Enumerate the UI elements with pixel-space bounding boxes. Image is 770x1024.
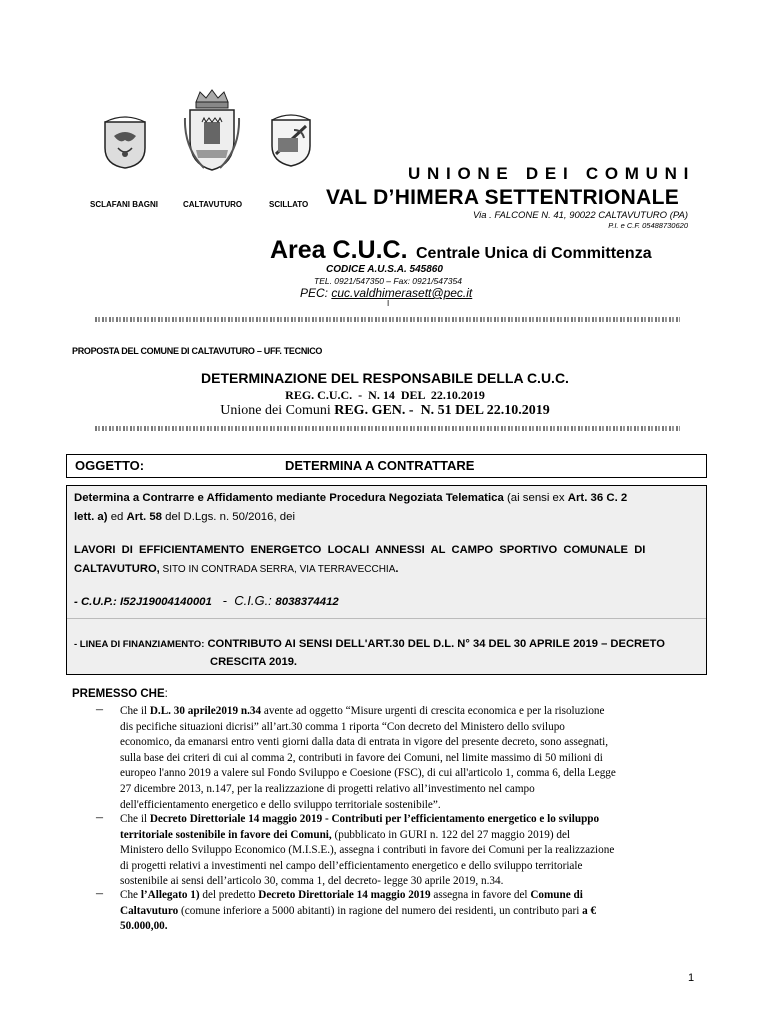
funding-line-1 [74, 638, 665, 650]
premise-bold-text: 50.000,00. [120, 920, 168, 933]
detail-line-2-rest: del D.Lgs. n. 50/2016, dei [162, 511, 295, 523]
premise-item-line [120, 751, 698, 767]
funding-label: - LINEA DI FINANZIAMENTO: [74, 639, 205, 650]
premise-text: Che [120, 889, 141, 901]
premise-item-line [120, 766, 698, 782]
works-line-1: LAVORI DI EFFICIENTAMENTO ENERGETCO LOCALI ANNESSI AL CAMPO SPORTIVO COMUNALE DI [74, 544, 646, 556]
union-name: VAL D’HIMERA SETTENTRIONALE [326, 186, 680, 209]
detail-procedure: Determina a Contrarre e Affidamento mediante Procedura Negoziata Telematica [74, 492, 504, 504]
premise-text: (pubblicato in GURI n. 122 del 27 maggio 2019) del [331, 828, 571, 841]
premise-text: sulla base dei criteri di cui al comma 2, contributi in favore dei Comuni, nel limite massimo di 50 milioni di [120, 751, 603, 764]
premise-bold-text: territoriale sostenibile in favore dei Comuni, [120, 828, 332, 841]
proposal-line: PROPOSTA DEL COMUNE DI CALTAVUTURO – UFF. TECNICO [72, 346, 323, 356]
premise-item-line [120, 919, 698, 935]
pec-extra: I [387, 299, 390, 308]
premise-text: avente ad oggetto “Misure urgenti di crescita economica e per la risoluzione [261, 705, 605, 717]
area-title: Area C.U.C. [270, 236, 408, 264]
detail-line-2-mid: ed [107, 511, 127, 523]
area-heading [270, 236, 652, 265]
premise-item-marker: – [96, 810, 103, 825]
municipality-label-caltavuturo: CALTAVUTURO [183, 200, 243, 209]
premise-text: 27 dicembre 2013, n.147, per la realizzazione di progetti relativo all’investimento nel campo [120, 783, 535, 795]
detail-separator [67, 618, 706, 619]
premise-bold-text: a € [582, 904, 597, 917]
pec-email-link[interactable]: cuc.valdhimerasett@pec.it [331, 286, 473, 300]
works-end: . [395, 563, 399, 575]
caltavuturo-crest-icon [182, 88, 242, 173]
premise-text: del predetto [199, 889, 259, 901]
premise-bold-text: Comune di [530, 889, 583, 901]
cig-code: 8038374412 [275, 596, 339, 608]
scillato-crest-icon [268, 108, 314, 168]
reg-gen: REG. GEN. - N. 51 DEL 22.10.2019 [334, 403, 550, 418]
premise-text: Ministero dello Sviluppo Economico (M.I.S.E.), assegna i contributi in favore dei Comuni per la realizzazione [120, 844, 615, 857]
premise-item-line [120, 798, 698, 814]
premise-text: sostenibile ai sensi dell’articolo 30, comma 1, del decreto- legge 30 aprile 2019, n.34. [120, 875, 504, 888]
premise-bold-text: l’Allegato 1) [140, 889, 200, 901]
funding-text: CONTRIBUTO AI SENSI DELL'ART.30 DEL D.L. N° 34 DEL 30 APRILE 2019 – DECRETO [204, 638, 665, 650]
premise-text: Che il [120, 813, 150, 825]
premise-bold-text: Decreto Direttoriale 14 maggio 2019 [258, 889, 431, 901]
ausa-code: CODICE A.U.S.A. 545860 [326, 264, 443, 275]
premise-heading-text: PREMESSO CHE [72, 688, 165, 700]
detail-line-1-rest: (ai sensi ex [503, 492, 568, 504]
premise-text: dis pecifiche situazioni dicrisi” all’art.30 comma 1 riporta “Con decreto del Ministero dello svilupo [120, 720, 565, 733]
reg-gen-prefix: Unione dei Comuni [220, 403, 335, 418]
works-location: SITO IN CONTRADA SERRA, VIA TERRAVECCHIA [159, 564, 396, 575]
premise-text: (comune inferiore a 5000 abitanti) in ragione del numero dei residenti, un contributo pari [178, 904, 583, 917]
premise-item-line [120, 904, 698, 920]
header-divider [95, 317, 680, 322]
cup-code: - C.U.P.: I52J19004140001 [74, 596, 212, 608]
page-number: 1 [688, 972, 695, 984]
premise-text: Che il [120, 705, 150, 717]
premise-text: di progetti relativi a investimenti nel campo dell’efficientamento energetico e dello sviluppo territoriale [120, 859, 583, 872]
funding-line-2: CRESCITA 2019. [210, 656, 298, 668]
premise-text: assegna in favore del [430, 889, 531, 901]
premise-item-line [120, 859, 698, 875]
detail-art-58: Art. 58 [126, 511, 162, 523]
premise-item-line [120, 782, 698, 798]
premise-heading [72, 688, 168, 700]
premise-item-line [120, 828, 698, 844]
works-line-2 [74, 563, 398, 575]
union-address: Via . FALCONE N. 41, 90022 CALTAVUTURO (PA) [472, 210, 688, 221]
pec-label: PEC: [300, 286, 332, 300]
determination-title: DETERMINAZIONE DEL RESPONSABILE DELLA C.U.C. [201, 370, 569, 386]
municipality-label-scillato: SCILLATO [269, 200, 309, 209]
premise-bold-text: D.L. 30 aprile2019 n.34 [149, 705, 262, 717]
premise-heading-colon: : [164, 688, 168, 700]
premise-item-line [120, 888, 698, 904]
reg-cuc: REG. C.U.C. - N. 14 DEL 22.10.2019 [285, 388, 485, 402]
detail-art-36: Art. 36 C. 2 [567, 492, 628, 504]
area-subtitle: Centrale Unica di Committenza [416, 245, 652, 262]
premise-item-marker: – [96, 886, 103, 901]
premise-bold-text: Decreto Direttoriale 14 maggio 2019 - Contributi per l’efficientamento energetico e lo sviluppo [149, 813, 600, 825]
subject-label: OGGETTO: [75, 458, 145, 473]
works-town: CALTAVUTURO, [74, 563, 160, 575]
premise-bold-text: Caltavuturo [120, 904, 179, 917]
premise-item-line [120, 843, 698, 859]
premise-item-line [120, 735, 698, 751]
union-title: U N I O N E D E I C O M U N I [408, 164, 690, 183]
premise-text: economico, da emanarsi entro venti giorni dalla data di entrata in vigore del presente decreto, sono assegnati, [120, 736, 609, 749]
detail-line-2 [74, 511, 295, 523]
detail-line-1 [74, 492, 627, 504]
subject-box [66, 454, 707, 478]
reg-gen-line [0, 403, 770, 419]
subject-value: DETERMINA A CONTRATTARE [285, 458, 475, 473]
cup-cig-line [74, 593, 339, 608]
premise-item-line [120, 704, 698, 720]
sclafani-bagni-crest-icon [100, 110, 150, 170]
phone-fax: TEL. 0921/547350 – Fax: 0921/547354 [314, 276, 462, 286]
determination-divider [95, 426, 680, 431]
municipality-label-sclafani: SCLAFANI BAGNI [90, 200, 158, 209]
detail-lett-a: lett. a) [74, 511, 108, 523]
premise-text: europeo l'anno 2019 a valere sul Fondo Sviluppo e Coesione (FSC), di cui all'articolo 1, comma 6, della Legge [120, 767, 616, 780]
pec-line [300, 286, 472, 300]
premise-text: dell'efficientamento energetico e dello sviluppo territoriale sostenibile”. [120, 798, 441, 811]
premise-item-line [120, 720, 698, 736]
cig-label: - C.I.G.: [211, 593, 276, 608]
premise-item-marker: – [96, 702, 103, 717]
premise-item-line [120, 812, 698, 828]
union-vat: P.I. e C.F. 05488730620 [608, 221, 688, 230]
detail-box [66, 485, 707, 675]
